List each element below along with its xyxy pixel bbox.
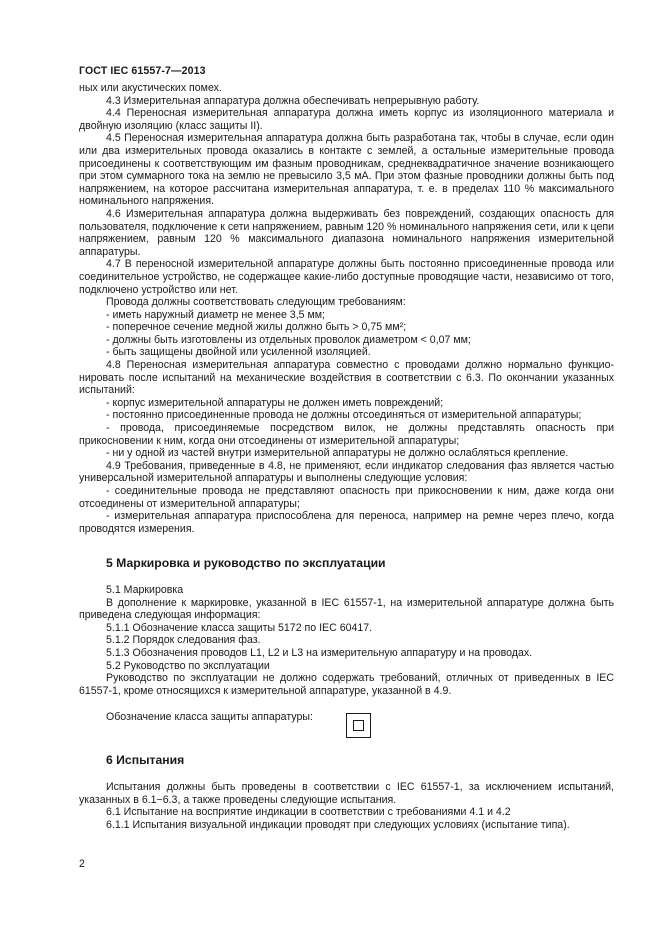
paragraph: - ни у одной из частей внутри измерительной аппаратуры не должно ослабляться крепление.	[106, 447, 569, 460]
document-header: ГОСТ IEC 61557-7—2013	[79, 65, 206, 77]
paragraph: 4.6 Измерительная аппаратура должна выдерживать без повреждений, создающих опасность для пользователя, подключение к сети напряжением, равным 120 % номинального напряжения сети, или к цепи напряжением, равным 120 % максимального диапазона номинального напряжения измерительной аппаратуры.	[79, 207, 614, 258]
page-number: 2	[79, 858, 85, 870]
paragraph: 4.7 В переносной измерительной аппаратуре должны быть постоянно присоединенные провода или соединительное устройство, не содержащее какие-либо доступные проводящие части, независимо от того, подключено устройство или нет.	[79, 258, 614, 296]
paragraph: - провода, присоединяемые посредством вилок, не должны представлять опасность при прикосновении к ним, когда они отсоединены от измерительной аппаратуры;	[79, 422, 614, 447]
paragraph: Руководство по эксплуатации не должно содержать требований, отличных от приведенных в IEC 61557-1, кроме относящихся к измерительной аппаратуре, указанной в 4.9.	[79, 672, 614, 697]
heading-section-6: 6 Испытания	[106, 753, 185, 767]
paragraph: 4.5 Переносная измерительная аппаратура должна быть разработана так, чтобы в случае, если один или два измерительных провода оказались в контакте с землей, а остальные измерительные провода присоединены к соответствующим им фазным проводникам, среднеквадратичное значение возникающего при этом суммарного тока на землю не превысило 3,5 мА. При этом фазные проводники должны быть под напряжением, на которое рассчитана измерительная аппаратура, т. е. в пределах 110 % максимального номинального напряжения.	[79, 132, 614, 208]
protection-class-label: Обозначение класса защиты аппаратуры:	[106, 711, 313, 723]
paragraph: 5.1 Маркировка	[106, 584, 184, 596]
paragraph: - измерительная аппаратура приспособлена для переноса, например на ремне через плечо, когда проводятся измерения.	[79, 510, 614, 535]
paragraph: 5.1.1 Обозначение класса защиты 5172 по IEC 60417.	[106, 621, 373, 634]
paragraph: 4.3 Измерительная аппаратура должна обеспечивать непрерывную работу.	[106, 94, 480, 107]
paragraph: - корпус измерительной аппаратуры не должен иметь повреждений;	[106, 396, 444, 409]
paragraph: - быть защищены двойной или усиленной изоляцией.	[106, 346, 371, 359]
paragraph: 4.9 Требования, приведенные в 4.8, не применяют, если индикатор следования фаз является частью универсальной измерительной аппаратуры и выполнены следующие условия:	[79, 459, 614, 485]
paragraph: - поперечное сечение медной жилы должно быть > 0,75 мм²;	[106, 321, 407, 334]
paragraph: Испытания должны быть проведены в соответствии с IEC 61557-1, за исключением испытаний, указанных в 6.1−6.3, а также проведены следующие испытания.	[79, 781, 614, 806]
section-5-body	[79, 584, 614, 697]
double-insulation-icon	[346, 713, 371, 738]
paragraph: 5.1.2 Порядок следования фаз.	[106, 634, 261, 647]
paragraph: - соединительные провода не представляют опасность при прикосновении к ним, даже когда они отсоединены от измерительной аппаратуры;	[79, 485, 614, 510]
heading-section-5: 5 Маркировка и руководство по эксплуатации	[106, 556, 386, 570]
paragraph: В дополнение к маркировке, указанной в IEC 61557-1, на измерительной аппаратуре должна быть приведена следующая информация:	[79, 596, 614, 622]
section-6-body	[79, 781, 614, 831]
paragraph: 6.1.1 Испытания визуальной индикации проводят при следующих условиях (испытание типа).	[106, 818, 570, 831]
paragraph: 4.4 Переносная измерительная аппаратура должна иметь корпус из изоляционного материала и двойную изоляцию (класс защиты II).	[79, 107, 614, 132]
paragraph: 6.1 Испытание на восприятие индикации в соответствии с требованиями 4.1 и 4.2	[106, 806, 511, 819]
paragraph: ных или акустических помех.	[79, 82, 222, 94]
paragraph: - должны быть изготовлены из отдельных проволок диаметром < 0,07 мм;	[106, 333, 471, 346]
paragraph: Провода должны соответствовать следующим требованиям:	[106, 296, 406, 309]
paragraph: - постоянно присоединенные провода не должны отсоединяться от измерительной аппаратуры;	[106, 409, 582, 422]
paragraph: 4.8 Переносная измерительная аппаратура совместно с проводами должно нормально функцио-нировать после испытаний на механические воздействия в соответствии с 6.3. По окончании указанных испытаний:	[79, 359, 614, 397]
paragraph: 5.2 Руководство по эксплуатации	[106, 659, 270, 672]
paragraph: 5.1.3 Обозначения проводов L1, L2 и L3 на измерительную аппаратуру и на проводах.	[106, 646, 533, 659]
section-4-body	[79, 82, 614, 535]
paragraph: - иметь наружный диаметр не менее 3,5 мм;	[106, 308, 325, 321]
